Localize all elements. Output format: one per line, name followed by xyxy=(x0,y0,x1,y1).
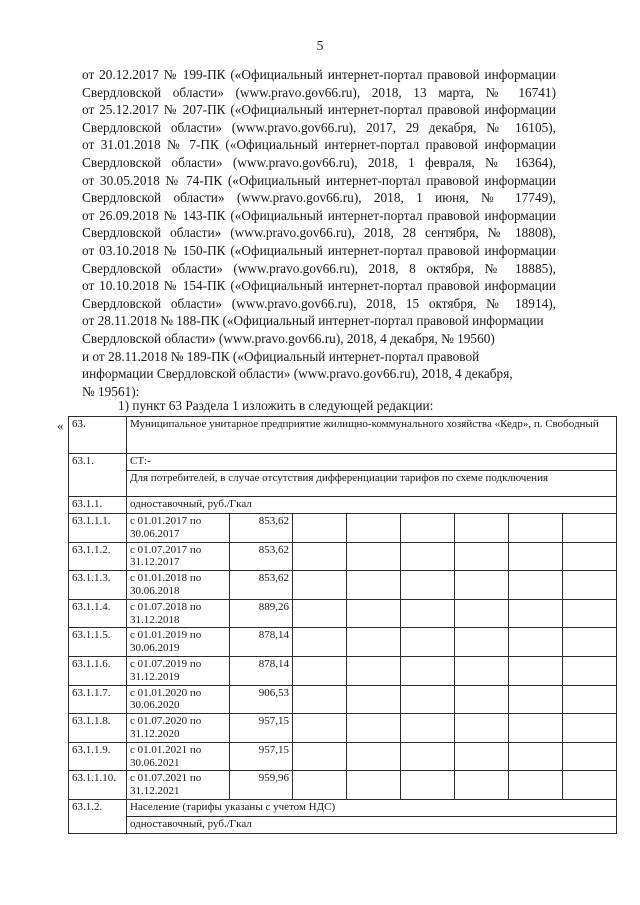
empty-cell xyxy=(563,656,617,685)
empty-cell xyxy=(509,714,563,743)
empty-cell xyxy=(401,628,455,657)
period-cell: с 01.07.2018 по 31.12.2018 xyxy=(127,599,230,628)
row-number: 63.1.1.9. xyxy=(69,742,127,771)
empty-cell xyxy=(401,771,455,800)
instruction-text: 1) пункт 63 Раздела 1 изложить в следующей редакции: xyxy=(118,398,434,413)
consumer-category: Для потребителей, в случае отсутствия дифференциации тарифов по схеме подключения xyxy=(127,471,617,497)
text-line: Свердловской области» (www.pravo.gov66.ru), 2017, 29 декабря, № 16105), xyxy=(82,119,556,135)
table-row xyxy=(69,656,617,685)
empty-cell xyxy=(293,656,347,685)
text-line: Свердловской области» (www.pravo.gov66.ru), 2018, 1 июня, № 17749), xyxy=(82,190,556,206)
text-line: от 20.12.2017 № 199-ПК («Официальный интернет-портал правовой информации xyxy=(82,67,556,82)
text-line: Свердловской области» (www.pravo.gov66.ru), 2018, 15 октября, № 18914), xyxy=(82,295,556,311)
empty-cell xyxy=(563,742,617,771)
row-number: 63.1.1.6. xyxy=(69,656,127,685)
row-number: 63.1. xyxy=(69,454,127,497)
text-line: Свердловской области» (www.pravo.gov66.ru), 2018, 1 февраля, № 16364), xyxy=(82,154,556,170)
amendment-paragraph xyxy=(82,312,556,400)
tariff-type: СТ:- xyxy=(127,454,617,471)
table-row xyxy=(69,571,617,600)
text-line: от 31.01.2018 № 7-ПК («Официальный интернет-портал правовой информации xyxy=(82,137,556,153)
text-line: информации Свердловской области» (www.pravo.gov66.ru), 2018, 4 декабря, xyxy=(82,366,513,382)
empty-cell xyxy=(401,542,455,571)
row-number: 63.1.1.5. xyxy=(69,628,127,657)
text-line: от 25.12.2017 № 207-ПК («Официальный интернет-портал правовой информации xyxy=(82,102,556,118)
empty-cell xyxy=(455,714,509,743)
table-row xyxy=(69,542,617,571)
tariff-value: 853,62 xyxy=(230,571,293,600)
amendment-paragraph xyxy=(82,207,556,242)
row-number: 63.1.1.10. xyxy=(69,771,127,800)
period-cell: с 01.07.2019 по 31.12.2019 xyxy=(127,656,230,685)
amendment-list xyxy=(82,66,556,400)
empty-cell xyxy=(455,599,509,628)
table-row xyxy=(69,454,617,471)
tariff-value: 853,62 xyxy=(230,542,293,571)
text-line: от 10.10.2018 № 154-ПК («Официальный интернет-портал правовой информации xyxy=(82,278,556,294)
empty-cell xyxy=(455,685,509,714)
empty-cell xyxy=(347,542,401,571)
empty-cell xyxy=(455,628,509,657)
empty-cell xyxy=(563,714,617,743)
row-number: 63. xyxy=(69,417,127,454)
empty-cell xyxy=(347,742,401,771)
empty-cell xyxy=(293,685,347,714)
consumer-category: Население (тарифы указаны с учетом НДС) xyxy=(127,799,617,816)
empty-cell xyxy=(401,656,455,685)
period-cell: с 01.07.2020 по 31.12.2020 xyxy=(127,714,230,743)
amendment-paragraph xyxy=(82,277,556,312)
table-row xyxy=(69,799,617,816)
text-line: от 26.09.2018 № 143-ПК («Официальный интернет-портал правовой информации xyxy=(82,207,556,223)
empty-cell xyxy=(509,685,563,714)
empty-cell xyxy=(347,628,401,657)
text-line: от 28.11.2018 № 188-ПК («Официальный интернет-портал правовой информации xyxy=(82,313,544,329)
tariff-table xyxy=(68,416,617,834)
empty-cell xyxy=(563,628,617,657)
table-row xyxy=(69,599,617,628)
empty-cell xyxy=(563,514,617,543)
tariff-value: 959,96 xyxy=(230,771,293,800)
period-cell: с 01.01.2018 по 30.06.2018 xyxy=(127,571,230,600)
empty-cell xyxy=(293,571,347,600)
row-number: 63.1.1.4. xyxy=(69,599,127,628)
organization-name: Муниципальное унитарное предприятие жилищно-коммунального хозяйства «Кедр», п. Свободный xyxy=(127,417,617,454)
empty-cell xyxy=(455,656,509,685)
empty-cell xyxy=(347,771,401,800)
empty-cell xyxy=(509,542,563,571)
tariff-value: 906,53 xyxy=(230,685,293,714)
tariff-value: 957,15 xyxy=(230,714,293,743)
row-number: 63.1.2. xyxy=(69,799,127,833)
amendment-paragraph xyxy=(82,242,556,277)
empty-cell xyxy=(455,542,509,571)
table-row xyxy=(69,742,617,771)
text-line: Свердловской области» (www.pravo.gov66.ru), 2018, 13 марта, № 16741) xyxy=(82,84,556,100)
text-line: Свердловской области» (www.pravo.gov66.ru), 2018, 8 октября, № 18885), xyxy=(82,260,556,276)
empty-cell xyxy=(401,742,455,771)
opening-quote: « xyxy=(57,418,64,433)
text-line: от 03.10.2018 № 150-ПК («Официальный интернет-портал правовой информации xyxy=(82,242,556,258)
empty-cell xyxy=(347,514,401,543)
empty-cell xyxy=(563,771,617,800)
empty-cell xyxy=(455,771,509,800)
text-line: Свердловской области» (www.pravo.gov66.ru), 2018, 4 декабря, № 19560) xyxy=(82,330,495,346)
empty-cell xyxy=(401,599,455,628)
empty-cell xyxy=(563,685,617,714)
amendment-paragraph xyxy=(82,66,556,101)
empty-cell xyxy=(347,685,401,714)
empty-cell xyxy=(563,542,617,571)
empty-cell xyxy=(509,599,563,628)
empty-cell xyxy=(293,771,347,800)
amendment-paragraph xyxy=(82,101,556,136)
empty-cell xyxy=(509,656,563,685)
empty-cell xyxy=(509,571,563,600)
empty-cell xyxy=(455,742,509,771)
table-row xyxy=(69,685,617,714)
empty-cell xyxy=(293,542,347,571)
tariff-value: 878,14 xyxy=(230,656,293,685)
row-number: 63.1.1.3. xyxy=(69,571,127,600)
empty-cell xyxy=(401,714,455,743)
empty-cell xyxy=(509,771,563,800)
empty-cell xyxy=(563,599,617,628)
row-number: 63.1.1.2. xyxy=(69,542,127,571)
empty-cell xyxy=(293,742,347,771)
empty-cell xyxy=(509,742,563,771)
period-cell: с 01.01.2019 по 30.06.2019 xyxy=(127,628,230,657)
empty-cell xyxy=(509,514,563,543)
page-number: 5 xyxy=(316,38,324,53)
amendment-paragraph xyxy=(82,136,556,171)
empty-cell xyxy=(563,571,617,600)
period-cell: с 01.01.2017 по 30.06.2017 xyxy=(127,514,230,543)
table-row xyxy=(69,417,617,454)
empty-cell xyxy=(455,514,509,543)
tariff-unit: одноставочный, руб./Гкал xyxy=(127,816,617,833)
empty-cell xyxy=(347,599,401,628)
tariff-unit: одноставочный, руб./Гкал xyxy=(127,497,617,514)
text-line: № 19561): xyxy=(82,383,140,399)
row-number: 63.1.1.8. xyxy=(69,714,127,743)
table-row xyxy=(69,497,617,514)
period-cell: с 01.01.2020 по 30.06.2020 xyxy=(127,685,230,714)
period-cell: с 01.07.2017 по 31.12.2017 xyxy=(127,542,230,571)
empty-cell xyxy=(347,714,401,743)
tariff-value: 853,62 xyxy=(230,514,293,543)
empty-cell xyxy=(293,599,347,628)
row-number: 63.1.1.1. xyxy=(69,514,127,543)
empty-cell xyxy=(401,514,455,543)
empty-cell xyxy=(347,571,401,600)
table-row xyxy=(69,471,617,497)
tariff-value: 878,14 xyxy=(230,628,293,657)
empty-cell xyxy=(293,714,347,743)
table-row xyxy=(69,628,617,657)
empty-cell xyxy=(293,628,347,657)
period-cell: с 01.01.2021 по 30.06.2021 xyxy=(127,742,230,771)
table-row xyxy=(69,714,617,743)
empty-cell xyxy=(509,628,563,657)
empty-cell xyxy=(347,656,401,685)
table-row xyxy=(69,816,617,833)
row-number: 63.1.1.7. xyxy=(69,685,127,714)
period-cell: с 01.07.2021 по 31.12.2021 xyxy=(127,771,230,800)
empty-cell xyxy=(455,571,509,600)
table-row xyxy=(69,771,617,800)
tariff-value: 957,15 xyxy=(230,742,293,771)
empty-cell xyxy=(401,571,455,600)
text-line: от 30.05.2018 № 74-ПК («Официальный интернет-портал правовой информации xyxy=(82,172,556,188)
text-line: и от 28.11.2018 № 189-ПК («Официальный интернет-портал правовой xyxy=(82,348,480,364)
amendment-paragraph xyxy=(82,172,556,207)
empty-cell xyxy=(293,514,347,543)
tariff-value: 889,26 xyxy=(230,599,293,628)
row-number: 63.1.1. xyxy=(69,497,127,514)
table-row xyxy=(69,514,617,543)
empty-cell xyxy=(401,685,455,714)
text-line: Свердловской области» (www.pravo.gov66.ru), 2018, 28 сентября, № 18808), xyxy=(82,225,556,241)
